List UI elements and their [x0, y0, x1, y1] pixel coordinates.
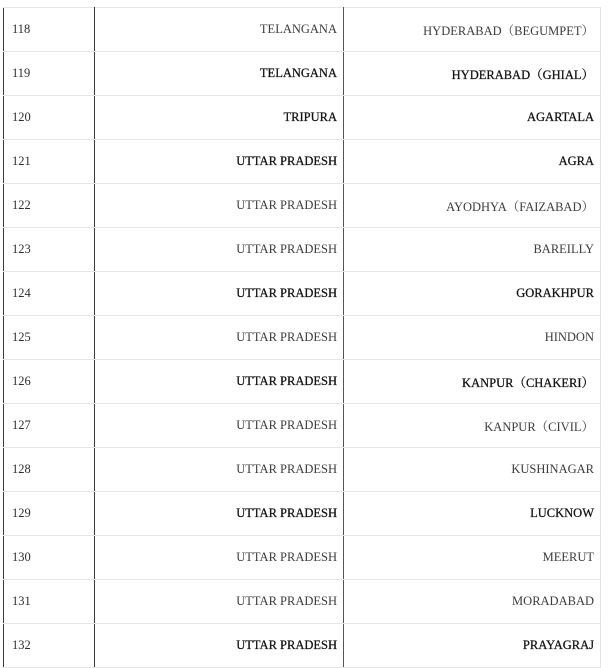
airport-table-body: [4, 8, 601, 668]
state-cell: UTTAR PRADESH: [95, 580, 344, 624]
serial-number-cell: 131: [4, 580, 95, 624]
table-row: [4, 184, 601, 228]
table-row: [4, 536, 601, 580]
table-row: [4, 492, 601, 536]
state-cell: UTTAR PRADESH: [95, 536, 344, 580]
airport-cell: HYDERABAD（GHIAL）: [344, 52, 601, 96]
table-row: [4, 404, 601, 448]
serial-number-cell: 119: [4, 52, 95, 96]
airport-cell: AYODHYA（FAIZABAD）: [344, 184, 601, 228]
airport-table: [3, 7, 601, 668]
airport-cell: BAREILLY: [344, 228, 601, 272]
serial-number-cell: 124: [4, 272, 95, 316]
serial-number-cell: 123: [4, 228, 95, 272]
airport-table-container: [3, 7, 601, 668]
table-row: [4, 624, 601, 668]
airport-cell: LUCKNOW: [344, 492, 601, 536]
table-row: [4, 360, 601, 404]
table-row: [4, 448, 601, 492]
serial-number-cell: 122: [4, 184, 95, 228]
airport-cell: KANPUR（CHAKERI）: [344, 360, 601, 404]
state-cell: UTTAR PRADESH: [95, 316, 344, 360]
airport-cell: HYDERABAD（BEGUMPET）: [344, 8, 601, 52]
table-row: [4, 8, 601, 52]
airport-cell: AGARTALA: [344, 96, 601, 140]
state-cell: UTTAR PRADESH: [95, 448, 344, 492]
state-cell: UTTAR PRADESH: [95, 184, 344, 228]
state-cell: UTTAR PRADESH: [95, 624, 344, 668]
table-row: [4, 228, 601, 272]
table-row: [4, 96, 601, 140]
state-cell: TELANGANA: [95, 8, 344, 52]
state-cell: UTTAR PRADESH: [95, 492, 344, 536]
state-cell: UTTAR PRADESH: [95, 360, 344, 404]
serial-number-cell: 128: [4, 448, 95, 492]
serial-number-cell: 120: [4, 96, 95, 140]
state-cell: UTTAR PRADESH: [95, 228, 344, 272]
serial-number-cell: 132: [4, 624, 95, 668]
state-cell: UTTAR PRADESH: [95, 404, 344, 448]
table-row: [4, 272, 601, 316]
serial-number-cell: 126: [4, 360, 95, 404]
airport-cell: MEERUT: [344, 536, 601, 580]
state-cell: TELANGANA: [95, 52, 344, 96]
airport-cell: HINDON: [344, 316, 601, 360]
serial-number-cell: 121: [4, 140, 95, 184]
airport-cell: GORAKHPUR: [344, 272, 601, 316]
airport-cell: MORADABAD: [344, 580, 601, 624]
table-row: [4, 52, 601, 96]
serial-number-cell: 127: [4, 404, 95, 448]
airport-cell: PRAYAGRAJ: [344, 624, 601, 668]
table-row: [4, 316, 601, 360]
airport-cell: KANPUR（CIVIL）: [344, 404, 601, 448]
serial-number-cell: 125: [4, 316, 95, 360]
serial-number-cell: 118: [4, 8, 95, 52]
state-cell: UTTAR PRADESH: [95, 272, 344, 316]
airport-cell: KUSHINAGAR: [344, 448, 601, 492]
table-row: [4, 140, 601, 184]
state-cell: UTTAR PRADESH: [95, 140, 344, 184]
state-cell: TRIPURA: [95, 96, 344, 140]
serial-number-cell: 130: [4, 536, 95, 580]
airport-cell: AGRA: [344, 140, 601, 184]
serial-number-cell: 129: [4, 492, 95, 536]
table-row: [4, 580, 601, 624]
